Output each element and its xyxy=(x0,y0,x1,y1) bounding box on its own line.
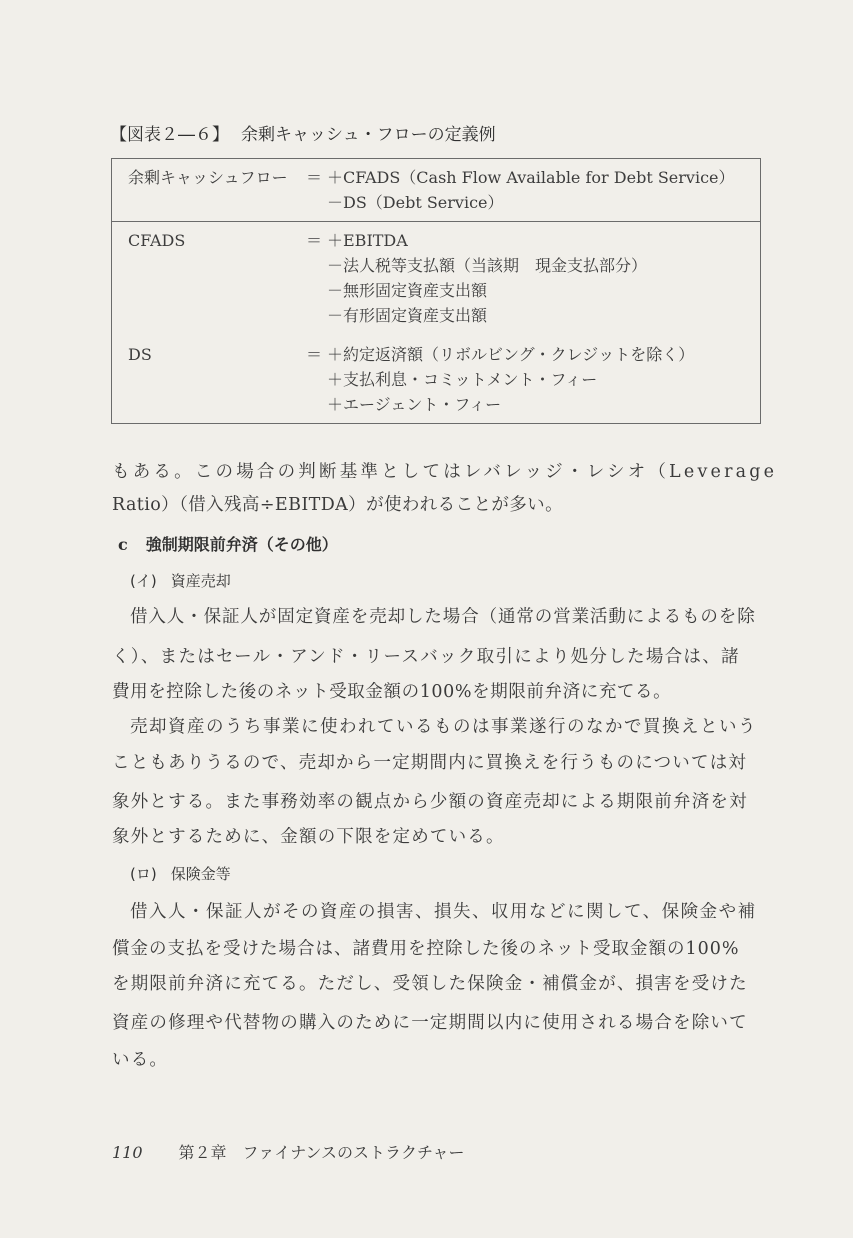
table-divider xyxy=(112,221,760,222)
row-equals: ＝ xyxy=(306,345,323,364)
chapter-title: 第２章 ファイナンスのストラクチャー xyxy=(178,1143,465,1162)
intro-line: Ratio）（借入残高÷EBITDA）が使われることが多い。 xyxy=(112,495,563,515)
row-terms xyxy=(327,165,735,215)
subheading-title: 資産売却 xyxy=(170,572,231,590)
row-terms xyxy=(327,342,694,417)
subheading-i xyxy=(130,570,231,591)
subheading-mark: (イ) xyxy=(130,572,157,590)
section-heading xyxy=(118,532,338,555)
row-equals: ＝ xyxy=(306,168,323,187)
paragraph-line: を期限前弁済に充てる。ただし、受領した保険金・補償金が、損害を受けた xyxy=(112,974,748,994)
term: ＋約定返済額（リボルビング・クレジットを除く） xyxy=(327,345,695,364)
paragraph-line: 借入人・保証人がその資産の損害、損失、収用などに関して、保険金や補 xyxy=(130,902,757,922)
term: ＋EBITDA xyxy=(327,231,408,250)
term: ＋CFADS（Cash Flow Available for Debt Service） xyxy=(327,168,735,187)
page-footer xyxy=(112,1140,464,1163)
term: －有形固定資産支出額 xyxy=(327,306,488,325)
row-terms xyxy=(327,228,647,328)
row-equals: ＝ xyxy=(306,231,323,250)
term: －無形固定資産支出額 xyxy=(327,281,488,300)
figure-caption: 余剰キャッシュ・フローの定義例 xyxy=(241,125,496,145)
paragraph-line: く）、またはセール・アンド・リースバック取引により処分した場合は、諸 xyxy=(112,647,740,667)
paragraph-line: 象外とするために、金額の下限を定めている。 xyxy=(112,827,505,847)
subheading-ro xyxy=(130,863,231,884)
row-name: 余剰キャッシュフロー xyxy=(128,168,288,187)
paragraph-line: 資産の修理や代替物の購入のために一定期間以内に使用される場合を除いて xyxy=(112,1013,748,1033)
term: －法人税等支払額（当該期 現金支払部分） xyxy=(327,256,648,275)
paragraph-line: 借入人・保証人が固定資産を売却した場合（通常の営業活動によるものを除 xyxy=(130,607,756,627)
row-name: CFADS xyxy=(128,231,186,250)
figure-label: 【図表２―６】 xyxy=(110,125,229,145)
paragraph-line: いる。 xyxy=(112,1050,169,1070)
section-title: 強制期限前弁済（その他） xyxy=(145,535,338,554)
paragraph-line: 売却資産のうち事業に使われているものは事業遂行のなかで買換えという xyxy=(130,717,757,737)
paragraph-line: 費用を控除した後のネット受取金額の100%を期限前弁済に充てる。 xyxy=(112,682,672,702)
intro-line: もある。この場合の判断基準としてはレバレッジ・レシオ（Leverage xyxy=(112,462,778,482)
paragraph-line: こともありうるので、売却から一定期間内に買換えを行うものについては対 xyxy=(112,753,748,773)
definition-table xyxy=(111,158,761,424)
subheading-mark: (ロ) xyxy=(130,865,157,883)
paragraph-line: 償金の支払を受けた場合は、諸費用を控除した後のネット受取金額の100% xyxy=(112,939,740,959)
section-mark: c xyxy=(118,535,128,554)
row-name: DS xyxy=(128,345,152,364)
figure-title xyxy=(110,120,496,145)
term: ＋エージェント・フィー xyxy=(327,395,502,414)
term: ＋支払利息・コミットメント・フィー xyxy=(327,370,598,389)
paragraph-line: 象外とする。また事務効率の観点から少額の資産売却による期限前弁済を対 xyxy=(112,792,748,812)
subheading-title: 保険金等 xyxy=(170,865,231,883)
page-number: 110 xyxy=(112,1143,143,1162)
term: －DS（Debt Service） xyxy=(327,193,504,212)
